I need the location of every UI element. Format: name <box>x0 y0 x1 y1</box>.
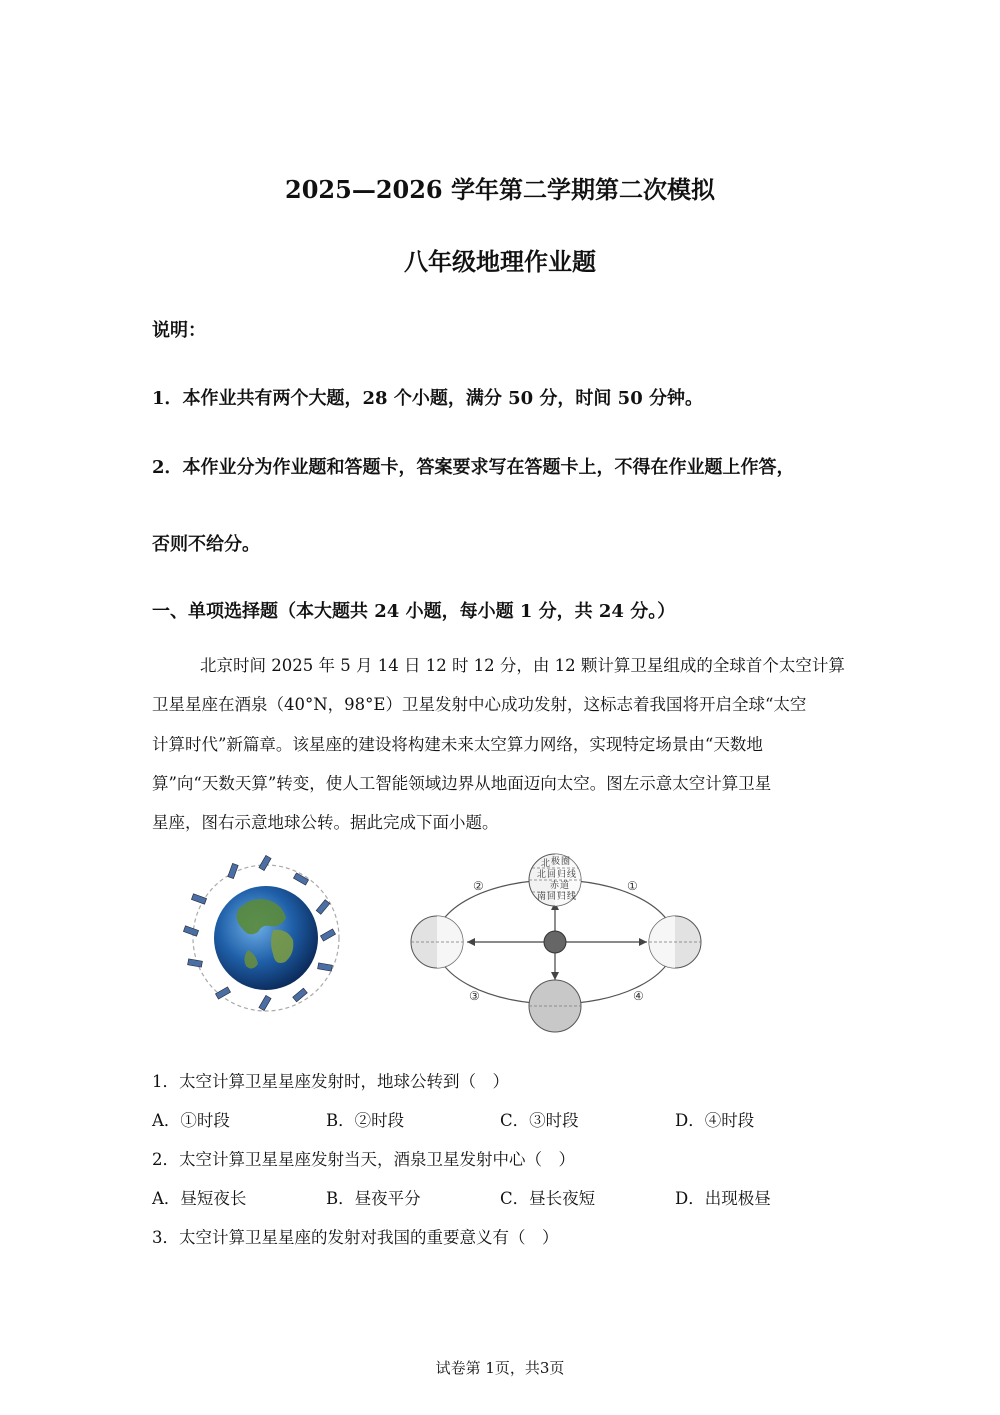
section-heading: 一、单项选择题（本大题共 24 小题，每小题 1 分，共 24 分。） <box>152 601 676 622</box>
sun <box>544 931 566 953</box>
instruction-item-1: 1．本作业共有两个大题，28 个小题，满分 50 分，时间 50 分钟。 <box>152 388 704 409</box>
svg-text:极: 极 <box>551 857 561 867</box>
svg-text:道: 道 <box>560 881 570 891</box>
question-1-option-b[interactable]: B．②时段 <box>326 1111 405 1130</box>
svg-text:回: 回 <box>547 892 557 902</box>
period-label-1: ① <box>627 879 638 893</box>
question-1-option-c[interactable]: C．③时段 <box>500 1111 579 1130</box>
svg-text:线: 线 <box>567 870 577 880</box>
passage-line: 算”向“天数天算”转变，使人工智能领域边界从地面迈向太空。图左示意太空计算卫星 <box>152 774 772 793</box>
passage-line: 北京时间 2025 年 5 月 14 日 12 时 12 分，由 12 颗计算卫星组成的全球首个太空计算 <box>200 656 845 675</box>
period-label-3: ③ <box>469 989 480 1003</box>
passage-line: 卫星星座在酒泉（40°N，98°E）卫星发射中心成功发射，这标志着我国将开启全球“太空 <box>152 695 807 714</box>
instruction-item-2: 2．本作业分为作业题和答题卡，答案要求写在答题卡上，不得在作业题上作答， <box>152 457 795 478</box>
svg-text:圈: 圈 <box>561 857 571 867</box>
svg-text:归: 归 <box>557 892 567 902</box>
svg-text:回: 回 <box>547 870 557 880</box>
svg-text:线: 线 <box>567 892 577 902</box>
passage-line: 星座，图右示意地球公转。据此完成下面小题。 <box>152 813 499 832</box>
exam-title: 2025—2026 学年第二学期第二次模拟 <box>285 175 715 204</box>
svg-text:南: 南 <box>537 892 547 902</box>
svg-text:赤: 赤 <box>550 881 560 891</box>
earth-revolution-figure <box>405 850 705 1035</box>
period-label-4: ④ <box>633 989 644 1003</box>
svg-text:北: 北 <box>537 870 547 880</box>
instructions-label: 说明： <box>152 320 206 341</box>
question-1-stem: 1．太空计算卫星星座发射时，地球公转到（ ） <box>152 1072 509 1091</box>
question-2-option-b[interactable]: B．昼夜平分 <box>326 1189 421 1208</box>
question-2-stem: 2．太空计算卫星星座发射当天，酒泉卫星发射中心（ ） <box>152 1150 575 1169</box>
passage-line: 计算时代”新篇章。该星座的建设将构建未来太空算力网络，实现特定场景由“天数地 <box>152 735 763 754</box>
page-footer: 试卷第 1页，共3页 <box>435 1359 565 1377</box>
question-1-option-a[interactable]: A．①时段 <box>152 1111 230 1130</box>
instruction-item-2-continued: 否则不给分。 <box>152 534 260 555</box>
question-2-option-a[interactable]: A．昼短夜长 <box>152 1189 247 1208</box>
satellite-constellation-figure <box>178 850 358 1025</box>
question-2-option-d[interactable]: D．出现极昼 <box>675 1189 771 1208</box>
question-3-stem: 3．太空计算卫星星座的发射对我国的重要意义有（ ） <box>152 1228 559 1247</box>
period-label-2: ② <box>473 879 484 893</box>
exam-subtitle: 八年级地理作业题 <box>404 247 596 276</box>
svg-text:北: 北 <box>541 859 551 869</box>
question-1-option-d[interactable]: D．④时段 <box>675 1111 755 1130</box>
svg-text:归: 归 <box>557 870 567 880</box>
question-2-option-c[interactable]: C．昼长夜短 <box>500 1189 596 1208</box>
